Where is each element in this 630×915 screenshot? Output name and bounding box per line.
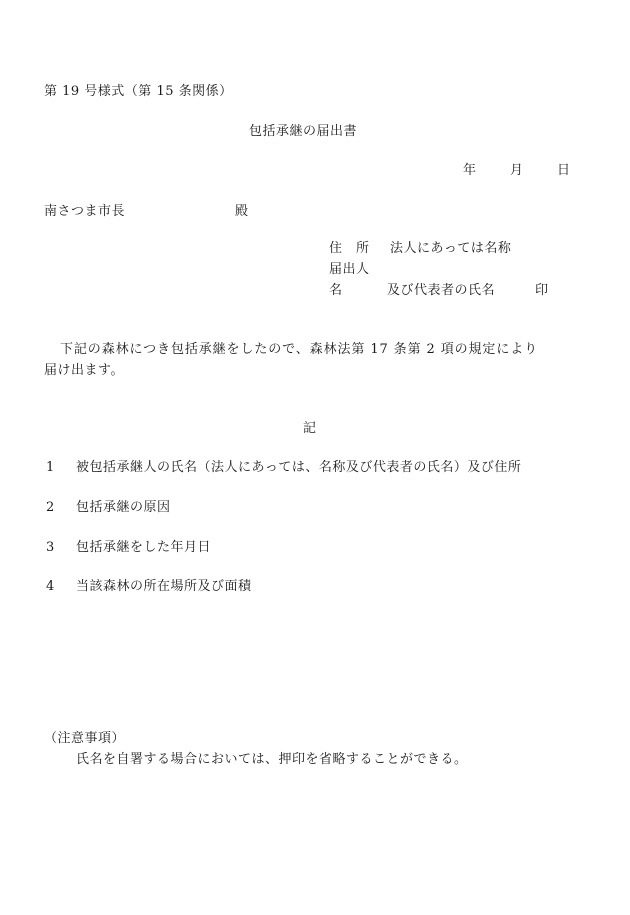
document-title: 包括承継の届出書 [249, 124, 358, 139]
item-number: 2 [46, 500, 55, 515]
date-month-label: 月 [510, 163, 524, 178]
item-number: 1 [46, 460, 55, 475]
corporate-name-note: 法人にあっては名称 [390, 241, 512, 256]
addressee-honorific: 殿 [235, 204, 249, 219]
notes-text: 氏名を自署する場合においては、押印を省略することができる。 [76, 752, 468, 767]
seal-mark: 印 [535, 283, 549, 298]
name-label: 名 [329, 283, 343, 298]
date-year-label: 年 [463, 163, 477, 178]
addressee-name: 南さつま市長 [44, 204, 126, 219]
body-line-2: 届け出ます。 [44, 363, 124, 378]
date-day-label: 日 [557, 163, 571, 178]
representative-note: 及び代表者の氏名 [387, 283, 496, 298]
notifier-label: 届出人 [329, 262, 370, 277]
notes-heading: （注意事項） [44, 731, 126, 746]
item-number: 4 [46, 579, 55, 594]
item-text: 被包括承継人の氏名（法人にあっては、名称及び代表者の氏名）及び住所 [76, 460, 522, 475]
item-number: 3 [46, 540, 55, 555]
address-label: 住 所 [329, 241, 370, 256]
item-text: 包括承継をした年月日 [76, 540, 212, 555]
body-line-1: 下記の森林につき包括承継をしたので、森林法第 17 条第 2 項の規定により [60, 342, 539, 357]
ki-heading: 記 [303, 421, 317, 436]
form-number: 第 19 号様式（第 15 条関係） [44, 84, 233, 99]
item-text: 包括承継の原因 [76, 500, 171, 515]
item-text: 当該森林の所在場所及び面積 [76, 579, 252, 594]
